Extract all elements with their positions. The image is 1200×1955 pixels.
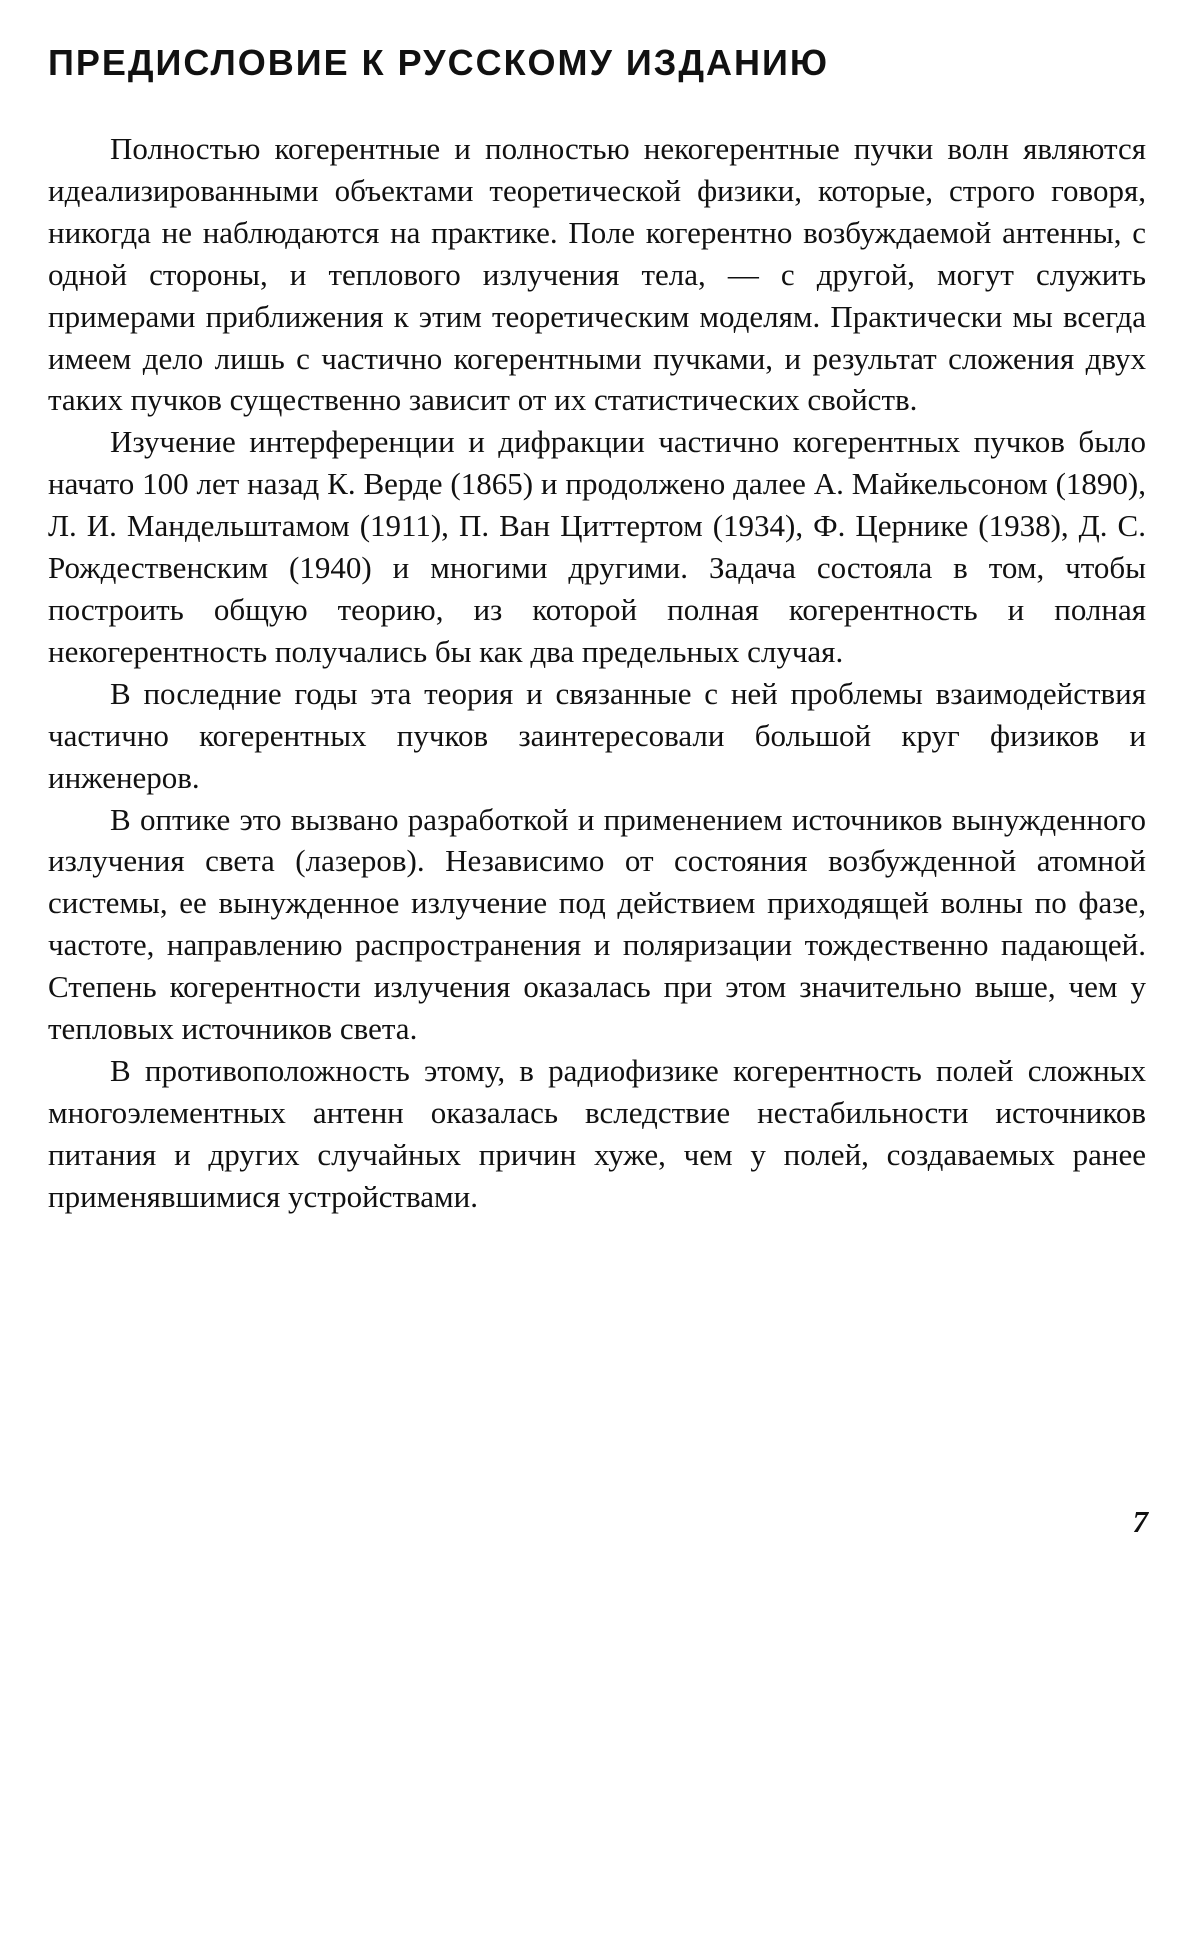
paragraph-1: Полностью когерентные и полностью некогерентные пучки волн являются идеализированными объектами теоретической физики, которые, строго говоря, никогда не наблюдаются на практике. Поле когерентно возбуждаемой антенны, с одной стороны, и теплового излучения тела, — с другой, могут служить примерами приближения к этим теоретическим моделям. Практически мы всегда имеем дело лишь с частично когерентными пучками, и результат сложения двух таких пучков существенно зависит от их статистических свойств. (48, 131, 1146, 418)
chapter-heading: ПРЕДИСЛОВИЕ К РУССКОМУ ИЗДАНИЮ (48, 42, 830, 83)
paragraph-4: В оптике это вызвано разработкой и применением источников вынужденного излучения света (лазеров). Независимо от состояния возбужденной атомной системы, ее вынужденное излучение под действием приходящей волны по фазе, частоте, направлению распространения и поляризации тождественно падающей. Степень когерентности излучения оказалась при этом значительно выше, чем у тепловых источников света. (48, 801, 1146, 1047)
body-text (48, 128, 1146, 1218)
paragraph-3: В последние годы эта теория и связанные с ней проблемы взаимодействия частично когерентных пучков заинтересовали большой круг физиков и инженеров. (48, 675, 1146, 795)
page-number: 7 (1132, 1504, 1148, 1539)
paragraph-5: В противоположность этому, в радиофизике когерентность полей сложных многоэлементных антенн оказалась вследствие нестабильности источников питания и других случайных причин хуже, чем у полей, создаваемых ранее применявшимися устройствами. (48, 1052, 1146, 1214)
paragraph-2: Изучение интерференции и дифракции частично когерентных пучков было начато 100 лет назад К. Верде (1865) и продолжено далее А. Майкельсоном (1890), Л. И. Мандельштамом (1911), П. Ван Циттертом (1934), Ф. Цернике (1938), Д. С. Рождественским (1940) и многими другими. Задача состояла в том, чтобы построить общую теорию, из которой полная когерентность и полная некогерентность получались бы как два предельных случая. (48, 424, 1146, 669)
